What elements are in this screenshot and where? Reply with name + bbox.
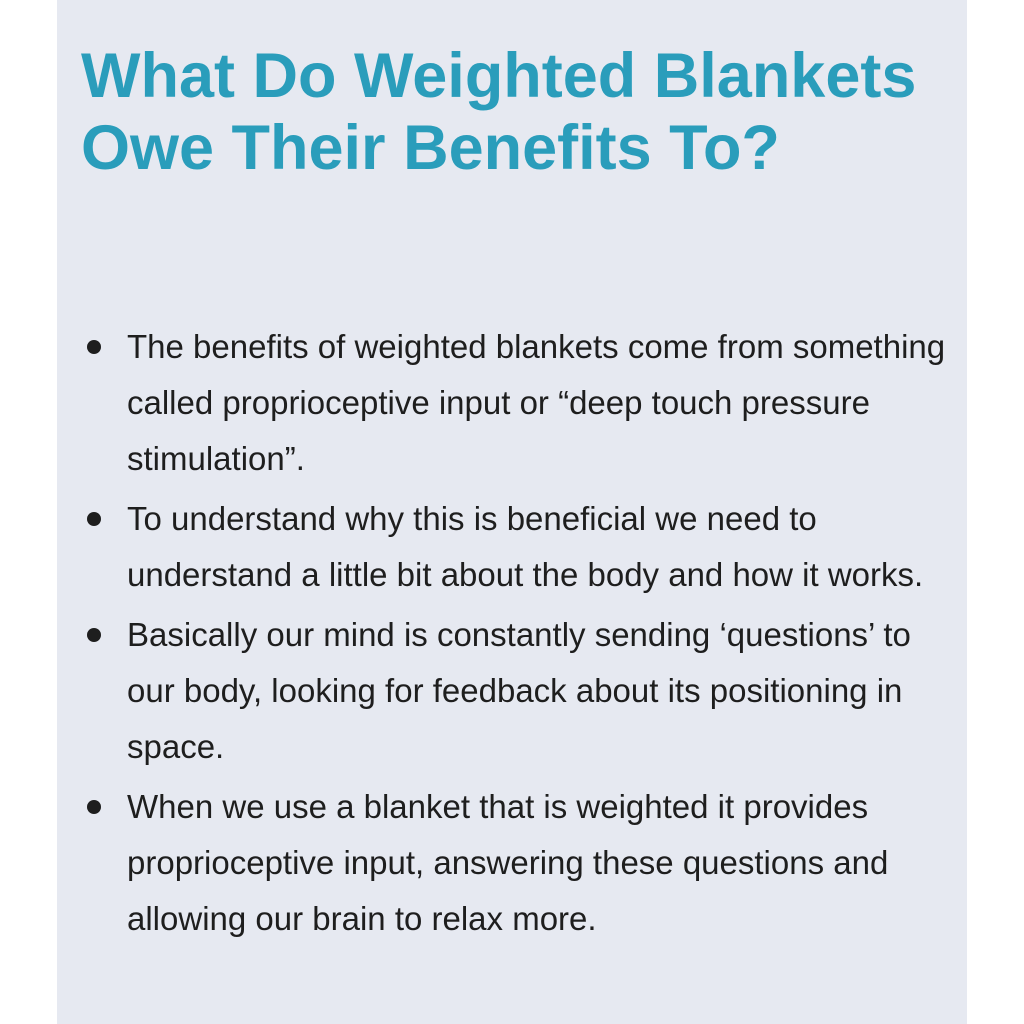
bullet-icon [87,512,101,526]
list-item [57,779,957,947]
bullet-icon [87,628,101,642]
bullet-text: When we use a blanket that is weighted it provides proprioceptive input, answering these questions and allowing our brain to relax more. [127,788,889,937]
bullet-text: To understand why this is beneficial we need to understand a little bit about the body and how it works. [127,500,924,593]
list-item [57,491,957,603]
content-panel [57,0,967,1024]
page-title: What Do Weighted Blankets Owe Their Benefits To? [81,41,917,183]
bullet-icon [87,340,101,354]
bullet-text: Basically our mind is constantly sending ‘questions’ to our body, looking for feedback about its positioning in space. [127,616,911,765]
list-item [57,607,957,775]
bullet-text: The benefits of weighted blankets come from something called proprioceptive input or “deep touch pressure stimulation”. [127,328,946,477]
bullet-icon [87,800,101,814]
bullet-list [57,319,957,951]
list-item [57,319,957,487]
